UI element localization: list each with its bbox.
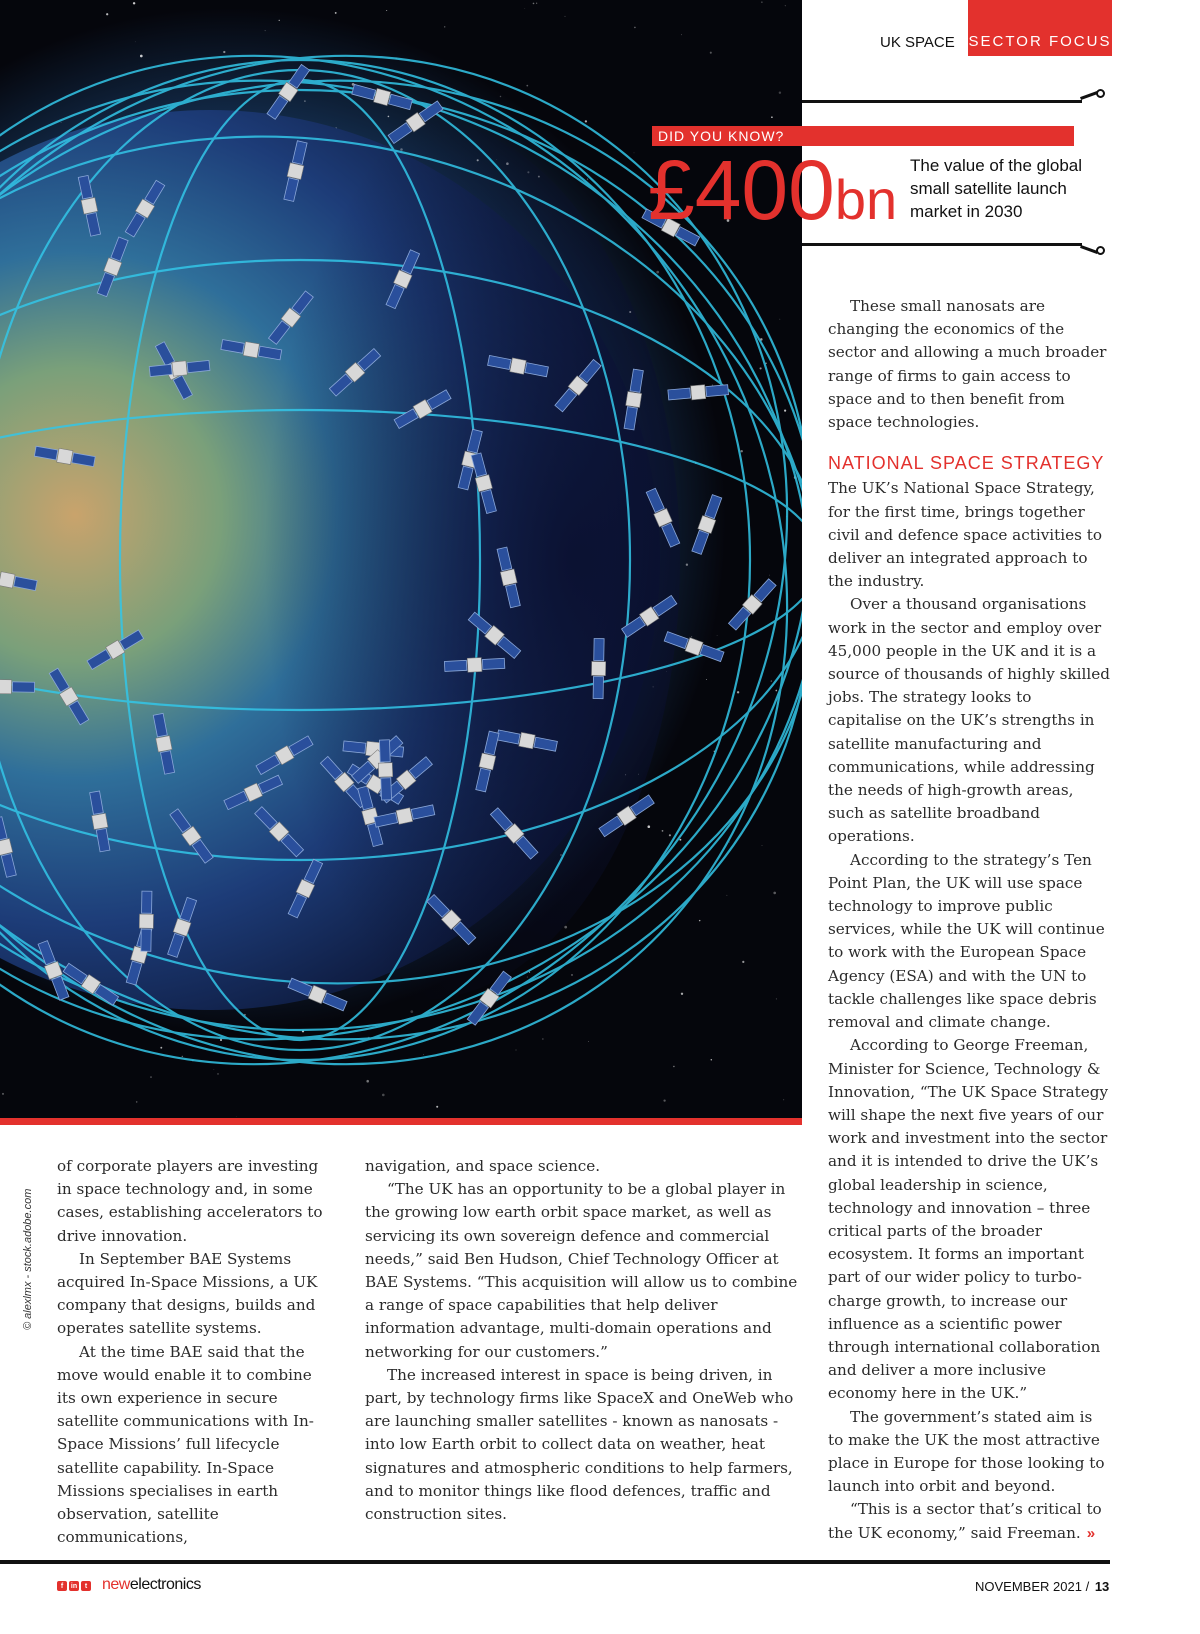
paragraph: of corporate players are investing in space technology and, in some cases, establishing accelerators to drive innovation.	[57, 1157, 323, 1245]
issue-info	[975, 1579, 1109, 1594]
issue-date: NOVEMBER 2021	[975, 1579, 1082, 1594]
callout-top-rule	[802, 100, 1082, 103]
hero-accent-bar	[0, 1118, 802, 1125]
footer-rule	[0, 1560, 1110, 1564]
sector-focus-tab	[968, 0, 1112, 56]
sector-focus-label: SECTOR FOCUS	[968, 33, 1112, 50]
paragraph-final-text: “This is a sector that’s critical to the UK economy,” said Freeman.	[828, 1500, 1102, 1542]
did-you-know-tag: DID YOU KNOW?	[652, 126, 1074, 146]
article-column-2	[365, 1155, 805, 1526]
section-label: UK SPACE	[880, 34, 955, 51]
paragraph: The government’s stated aim is to make the UK the most attractive place in Europe for those looking to launch into orbit and beyond.	[828, 1407, 1105, 1496]
did-you-know-caption: The value of the global small satellite launch market in 2030	[910, 156, 1083, 221]
publication-logo	[102, 1576, 201, 1594]
paragraph: Over a thousand organisations work in the sector and employ over 45,000 people in the UK and it is a source of thousands of highly skilled jobs. The strategy looks to capitalise on the UK’s strengths in satellite manufacturing and communications, while addressing the needs of high-growth areas, such as satellite broadband operations.	[828, 595, 1110, 846]
satellite-icon	[668, 383, 729, 402]
paragraph: In September BAE Systems acquired In-Space Missions, a UK company that designs, builds and operates satellite systems.	[57, 1249, 318, 1338]
logo-electronics: electronics	[129, 1576, 201, 1593]
paragraph: According to the strategy’s Ten Point Plan, the UK will use space technology to improve public services, while the UK will continue to work with the European Space Agency (ESA) and with the UN to tackle challenges like space debris removal and climate change.	[828, 850, 1105, 1032]
paragraph: These small nanosats are changing the economics of the sector and allowing a much broader range of firms to gain access to space and to then benefit from space technologies.	[828, 297, 1107, 432]
paragraph-final	[828, 1498, 1110, 1544]
page-number: 13	[1094, 1579, 1110, 1594]
callout-bottom-rule	[802, 243, 1082, 246]
facebook-icon[interactable]: f	[57, 1581, 67, 1591]
did-you-know-unit: bn	[834, 168, 898, 231]
end-of-article-icon: »	[1086, 1524, 1096, 1542]
did-you-know-amount: £400	[648, 143, 835, 237]
twitter-icon[interactable]: t	[81, 1581, 91, 1591]
logo-new: new	[102, 1576, 130, 1593]
article-column-1	[57, 1155, 329, 1549]
article-column-3	[828, 295, 1110, 1545]
social-icons	[57, 1581, 91, 1591]
paragraph: “The UK has an opportunity to be a global player in the growing low earth orbit space market, as well as servicing its own sovereign defence and commercial needs,” said Ben Hudson, Chief Technology Officer at BAE Systems. “This acquisition will allow us to combine a range of space capabilities that help deliver information advantage, multi-domain operations and networking for our customers.”	[365, 1180, 798, 1361]
paragraph: The UK’s National Space Strategy, for the first time, brings together civil and defence space activities to deliver an integrated approach to the industry.	[828, 479, 1102, 591]
linkedin-icon[interactable]: in	[70, 1582, 78, 1590]
paragraph: The increased interest in space is being driven, in part, by technology firms like SpaceX and OneWeb who are launching smaller satellites - known as nanosats - into low Earth orbit to collect data on weather, heat signatures and atmospheric conditions to help farmers, and to monitor things like flood defences, traffic and construction sites.	[365, 1365, 794, 1524]
callout-bottom-rule-dot	[1096, 246, 1105, 255]
section-heading: NATIONAL SPACE STRATEGY	[828, 453, 1105, 474]
image-credit: © alexlmx - stock.adobe.com	[22, 1188, 34, 1330]
paragraph: At the time BAE said that the move would enable it to combine its own experience in secure satellite communications with In-Space Missions’ full lifecycle satellite capability. In-Space Missions specialises in earth observation, satellite communications,	[57, 1342, 314, 1547]
satellite-icon	[690, 494, 724, 555]
issue-separator: /	[1085, 1579, 1090, 1594]
did-you-know-value	[648, 142, 897, 239]
paragraph: navigation, and space science.	[365, 1157, 601, 1175]
paragraph: According to George Freeman, Minister for Science, Technology & Innovation, “The UK Space Strategy will shape the next five years of our work and investment into the sector and it is intended to drive the UK’s global leadership in science, technology and innovation – three critical parts of the broader ecosystem. It forms an important part of our wider policy to turbo-charge growth, to increase our influence as a scientific power through international collaboration and deliver a more inclusive economy here in the UK.”	[828, 1036, 1109, 1403]
callout-top-rule-dot	[1096, 89, 1105, 98]
